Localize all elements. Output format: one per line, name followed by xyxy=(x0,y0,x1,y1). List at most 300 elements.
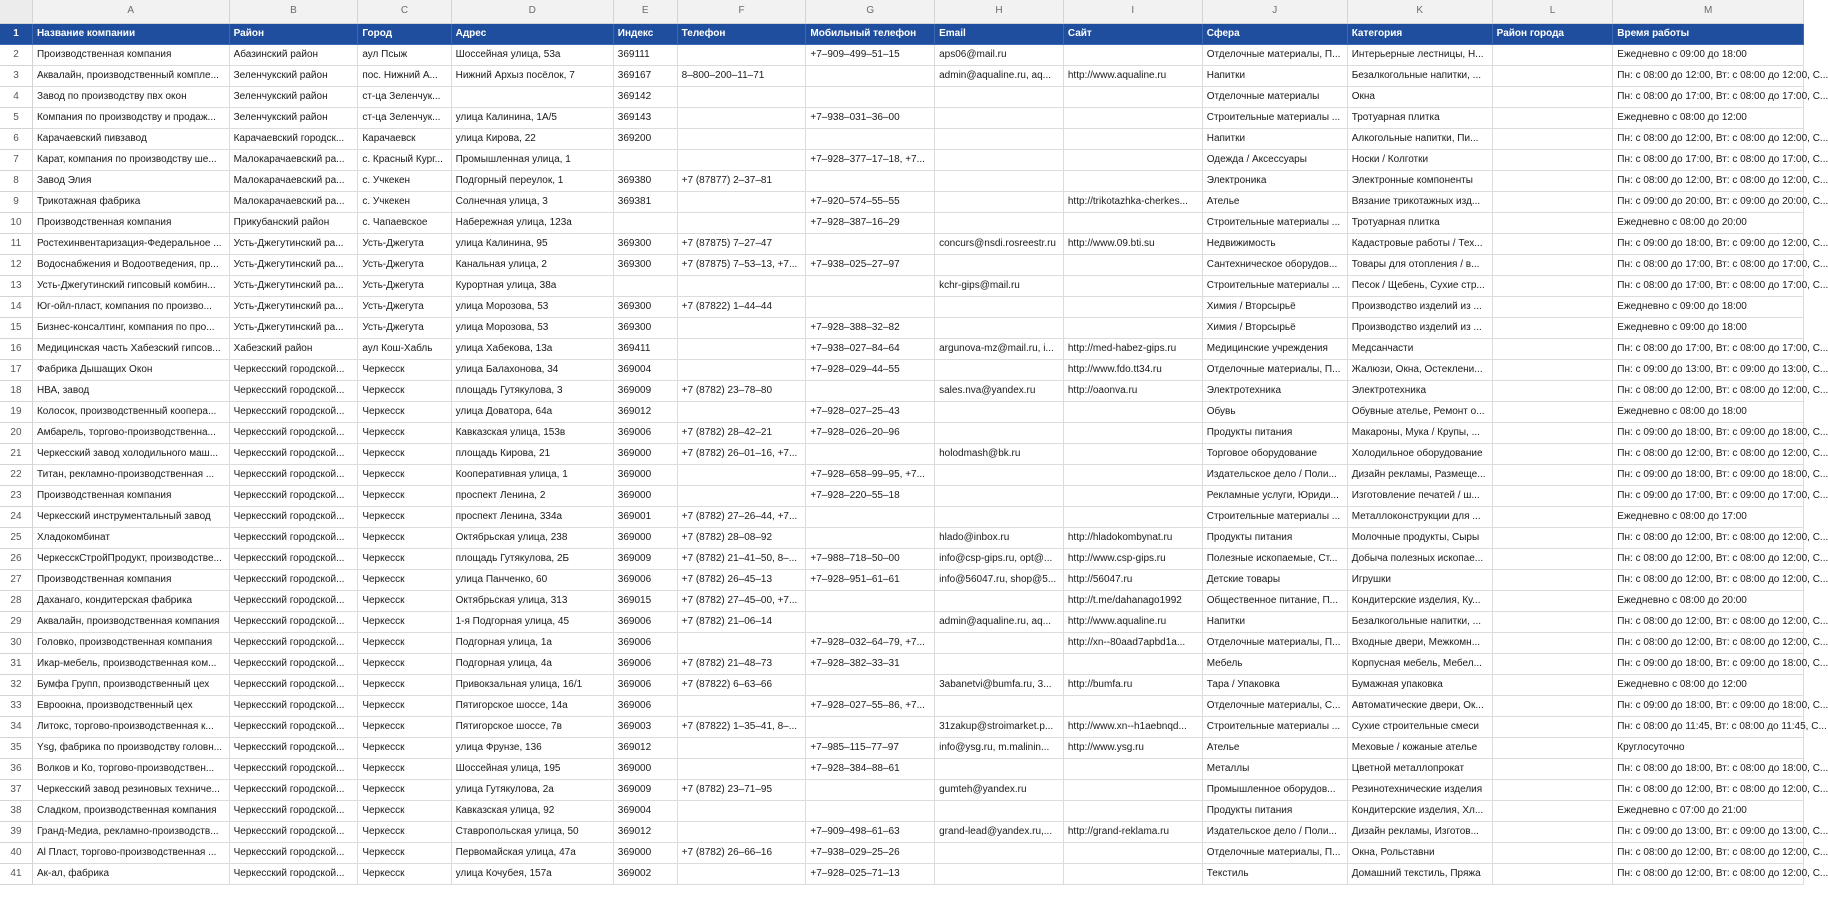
table-cell[interactable]: +7‒928‒382‒33‒31 xyxy=(806,653,935,674)
table-cell[interactable]: Корпусная мебель, Мебел... xyxy=(1347,653,1492,674)
table-cell[interactable] xyxy=(1063,44,1202,65)
table-cell[interactable]: Кавказская улица, 153в xyxy=(451,422,613,443)
table-cell[interactable]: Пн: с 09:00 до 20:00, Вт: с 09:00 до 20:00, С... xyxy=(1613,191,1804,212)
table-cell[interactable]: Строительные материалы ... xyxy=(1202,275,1347,296)
row-number[interactable]: 3 xyxy=(0,65,32,86)
table-cell[interactable]: http://www.csp-gips.ru xyxy=(1063,548,1202,569)
table-cell[interactable]: Недвижимость xyxy=(1202,233,1347,254)
table-cell[interactable]: Пн: с 09:00 до 13:00, Вт: с 09:00 до 13:00, С... xyxy=(1613,821,1804,842)
table-cell[interactable]: Цветной металлопрокат xyxy=(1347,758,1492,779)
table-cell[interactable]: Жалюзи, Окна, Остеклени... xyxy=(1347,359,1492,380)
table-cell[interactable]: Пн: с 08:00 до 11:45, Вт: с 08:00 до 11:45, С... xyxy=(1613,716,1804,737)
table-cell[interactable] xyxy=(1063,758,1202,779)
table-cell[interactable]: Пятигорское шоссе, 14а xyxy=(451,695,613,716)
table-cell[interactable]: Карачаевский пивзавод xyxy=(32,128,229,149)
table-cell[interactable]: Добыча полезных ископае... xyxy=(1347,548,1492,569)
table-cell[interactable]: Черкесск xyxy=(358,674,451,695)
table-cell[interactable]: Привокзальная улица, 16/1 xyxy=(451,674,613,695)
table-cell[interactable]: Ysg, фабрика по производству головн... xyxy=(32,737,229,758)
table-cell[interactable] xyxy=(935,506,1064,527)
table-cell[interactable]: Прикубанский район xyxy=(229,212,358,233)
table-cell[interactable]: Химия / Вторсырьё xyxy=(1202,317,1347,338)
table-cell[interactable]: Головко, производственная компания xyxy=(32,632,229,653)
table-cell[interactable]: http://56047.ru xyxy=(1063,569,1202,590)
table-cell[interactable]: 369000 xyxy=(613,758,677,779)
table-cell[interactable]: с. Учкекен xyxy=(358,191,451,212)
table-cell[interactable]: улица Морозова, 53 xyxy=(451,296,613,317)
table-cell[interactable]: Черкесский городской... xyxy=(229,800,358,821)
table-cell[interactable] xyxy=(1063,422,1202,443)
table-cell[interactable]: argunova-mz@mail.ru, i... xyxy=(935,338,1064,359)
table-cell[interactable]: Пн: с 08:00 до 17:00, Вт: с 08:00 до 17:00, С... xyxy=(1613,86,1804,107)
table-cell[interactable]: Литокс, торгово-производственная к... xyxy=(32,716,229,737)
table-cell[interactable]: Ак-ал, фабрика xyxy=(32,863,229,884)
table-cell[interactable]: Производственная компания xyxy=(32,212,229,233)
column-header-a[interactable]: A xyxy=(32,0,229,23)
table-cell[interactable]: улица Калинина, 95 xyxy=(451,233,613,254)
table-cell[interactable]: http://oaonva.ru xyxy=(1063,380,1202,401)
table-cell[interactable]: Черкесский городской... xyxy=(229,695,358,716)
table-cell[interactable]: Октябрьская улица, 238 xyxy=(451,527,613,548)
header-cell[interactable]: Район xyxy=(229,23,358,44)
table-cell[interactable]: Электроника xyxy=(1202,170,1347,191)
table-cell[interactable] xyxy=(1063,212,1202,233)
table-cell[interactable]: Дизайн рекламы, Размеще... xyxy=(1347,464,1492,485)
table-cell[interactable] xyxy=(677,821,806,842)
table-cell[interactable]: Хабезский район xyxy=(229,338,358,359)
table-cell[interactable]: 369002 xyxy=(613,863,677,884)
table-cell[interactable] xyxy=(677,86,806,107)
table-cell[interactable]: Ежедневно с 09:00 до 18:00 xyxy=(1613,44,1804,65)
table-cell[interactable]: Пн: с 09:00 до 18:00, Вт: с 09:00 до 18:00, С... xyxy=(1613,422,1804,443)
table-cell[interactable]: Дизайн рекламы, Изготов... xyxy=(1347,821,1492,842)
table-cell[interactable]: площадь Кирова, 21 xyxy=(451,443,613,464)
table-cell[interactable]: Продукты питания xyxy=(1202,422,1347,443)
table-cell[interactable] xyxy=(677,464,806,485)
header-cell[interactable]: Название компании xyxy=(32,23,229,44)
table-cell[interactable] xyxy=(1492,401,1613,422)
table-cell[interactable] xyxy=(1063,779,1202,800)
header-cell[interactable]: Город xyxy=(358,23,451,44)
table-cell[interactable]: Ежедневно с 08:00 до 20:00 xyxy=(1613,212,1804,233)
table-cell[interactable] xyxy=(1492,863,1613,884)
table-cell[interactable]: info@ysg.ru, m.malinin... xyxy=(935,737,1064,758)
table-cell[interactable]: +7‒928‒027‒55‒86, +7... xyxy=(806,695,935,716)
table-cell[interactable]: пос. Нижний А... xyxy=(358,65,451,86)
table-cell[interactable]: +7‒928‒388‒32‒82 xyxy=(806,317,935,338)
table-cell[interactable]: Ежедневно с 07:00 до 21:00 xyxy=(1613,800,1804,821)
table-cell[interactable] xyxy=(1492,317,1613,338)
table-cell[interactable] xyxy=(935,422,1064,443)
table-cell[interactable] xyxy=(1492,212,1613,233)
table-cell[interactable] xyxy=(935,842,1064,863)
table-cell[interactable] xyxy=(806,674,935,695)
table-cell[interactable]: Игрушки xyxy=(1347,569,1492,590)
row-number[interactable]: 21 xyxy=(0,443,32,464)
table-cell[interactable]: Пн: с 09:00 до 17:00, Вт: с 09:00 до 17:00, С... xyxy=(1613,485,1804,506)
table-cell[interactable]: Карачаевский городск... xyxy=(229,128,358,149)
table-cell[interactable]: Сантехническое оборудов... xyxy=(1202,254,1347,275)
table-cell[interactable] xyxy=(935,191,1064,212)
table-cell[interactable]: с. Чапаевское xyxy=(358,212,451,233)
row-number[interactable]: 37 xyxy=(0,779,32,800)
table-cell[interactable]: Черкесский городской... xyxy=(229,464,358,485)
table-cell[interactable]: Карачаевск xyxy=(358,128,451,149)
table-cell[interactable]: Носки / Колготки xyxy=(1347,149,1492,170)
header-cell[interactable]: Время работы xyxy=(1613,23,1804,44)
table-cell[interactable]: улица Гутякулова, 2а xyxy=(451,779,613,800)
table-cell[interactable]: Отделочные материалы, П... xyxy=(1202,842,1347,863)
table-cell[interactable]: Черкесск xyxy=(358,632,451,653)
table-cell[interactable]: Бизнес-консалтинг, компания по про... xyxy=(32,317,229,338)
row-number[interactable]: 11 xyxy=(0,233,32,254)
table-cell[interactable]: Черкесск xyxy=(358,569,451,590)
table-cell[interactable]: Товары для отопления / в... xyxy=(1347,254,1492,275)
table-cell[interactable]: 8‒800‒200‒11‒71 xyxy=(677,65,806,86)
table-cell[interactable]: улица Панченко, 60 xyxy=(451,569,613,590)
row-number[interactable]: 29 xyxy=(0,611,32,632)
table-cell[interactable]: Производственная компания xyxy=(32,44,229,65)
column-header-l[interactable]: L xyxy=(1492,0,1613,23)
table-cell[interactable] xyxy=(677,863,806,884)
table-cell[interactable]: 369004 xyxy=(613,800,677,821)
table-cell[interactable]: улица Доватора, 64а xyxy=(451,401,613,422)
table-cell[interactable] xyxy=(1063,506,1202,527)
row-number[interactable]: 23 xyxy=(0,485,32,506)
table-cell[interactable]: Резинотехнические изделия xyxy=(1347,779,1492,800)
table-cell[interactable]: 369381 xyxy=(613,191,677,212)
table-cell[interactable]: +7 (8782) 23‒71‒95 xyxy=(677,779,806,800)
table-cell[interactable] xyxy=(1063,401,1202,422)
row-number[interactable]: 15 xyxy=(0,317,32,338)
table-cell[interactable]: Ежедневно с 09:00 до 18:00 xyxy=(1613,296,1804,317)
table-cell[interactable]: 369009 xyxy=(613,380,677,401)
table-cell[interactable]: 369000 xyxy=(613,527,677,548)
header-cell[interactable]: Сфера xyxy=(1202,23,1347,44)
table-cell[interactable]: Черкесск xyxy=(358,737,451,758)
column-header-j[interactable]: J xyxy=(1202,0,1347,23)
table-cell[interactable]: 369006 xyxy=(613,569,677,590)
row-number[interactable]: 9 xyxy=(0,191,32,212)
table-cell[interactable] xyxy=(935,317,1064,338)
table-cell[interactable]: 369012 xyxy=(613,737,677,758)
table-cell[interactable]: Трикотажная фабрика xyxy=(32,191,229,212)
table-cell[interactable] xyxy=(806,443,935,464)
table-cell[interactable]: grand-lead@yandex.ru,... xyxy=(935,821,1064,842)
table-cell[interactable] xyxy=(1492,128,1613,149)
table-cell[interactable]: +7 (8782) 28‒42‒21 xyxy=(677,422,806,443)
table-cell[interactable]: Электронные компоненты xyxy=(1347,170,1492,191)
table-cell[interactable]: Черкесский городской... xyxy=(229,422,358,443)
row-number[interactable]: 14 xyxy=(0,296,32,317)
table-cell[interactable]: Черкесский городской... xyxy=(229,611,358,632)
table-cell[interactable] xyxy=(1492,191,1613,212)
table-cell[interactable] xyxy=(1492,170,1613,191)
table-cell[interactable]: Ставропольская улица, 50 xyxy=(451,821,613,842)
table-cell[interactable]: Электротехника xyxy=(1347,380,1492,401)
table-cell[interactable]: 369009 xyxy=(613,779,677,800)
table-cell[interactable] xyxy=(1492,758,1613,779)
row-number[interactable]: 2 xyxy=(0,44,32,65)
table-cell[interactable] xyxy=(1492,695,1613,716)
table-cell[interactable]: +7 (8782) 21‒41‒50, 8‒... xyxy=(677,548,806,569)
table-cell[interactable]: +7 (8782) 26‒01‒16, +7... xyxy=(677,443,806,464)
table-cell[interactable] xyxy=(1492,338,1613,359)
table-cell[interactable]: Черкесск xyxy=(358,443,451,464)
table-cell[interactable]: +7‒928‒026‒20‒96 xyxy=(806,422,935,443)
table-cell[interactable]: Черкесский городской... xyxy=(229,737,358,758)
row-number[interactable]: 20 xyxy=(0,422,32,443)
table-cell[interactable]: Напитки xyxy=(1202,65,1347,86)
table-cell[interactable]: Черкесск xyxy=(358,464,451,485)
table-cell[interactable]: Черкесск xyxy=(358,863,451,884)
table-cell[interactable] xyxy=(935,695,1064,716)
table-cell[interactable] xyxy=(935,170,1064,191)
table-cell[interactable] xyxy=(935,464,1064,485)
table-cell[interactable]: Октябрьская улица, 313 xyxy=(451,590,613,611)
table-cell[interactable]: Усть-Джегута xyxy=(358,296,451,317)
table-cell[interactable]: Полезные ископаемые, Ст... xyxy=(1202,548,1347,569)
table-cell[interactable]: Безалкогольные напитки, ... xyxy=(1347,65,1492,86)
table-cell[interactable]: http://xn--80aad7apbd1a... xyxy=(1063,632,1202,653)
table-cell[interactable]: Производственная компания xyxy=(32,485,229,506)
table-cell[interactable]: Аквалайн, производственный компле... xyxy=(32,65,229,86)
row-number[interactable]: 17 xyxy=(0,359,32,380)
table-cell[interactable]: Черкесск xyxy=(358,506,451,527)
table-cell[interactable]: Меховые / кожаные ателье xyxy=(1347,737,1492,758)
table-cell[interactable] xyxy=(1063,800,1202,821)
table-cell[interactable]: Пн: с 08:00 до 12:00, Вт: с 08:00 до 12:00, С... xyxy=(1613,779,1804,800)
table-cell[interactable]: http://bumfa.ru xyxy=(1063,674,1202,695)
table-cell[interactable]: Ростехинвентаризация-Федеральное ... xyxy=(32,233,229,254)
table-cell[interactable]: Евроокна, производственный цех xyxy=(32,695,229,716)
table-cell[interactable]: Отделочные материалы xyxy=(1202,86,1347,107)
table-cell[interactable]: +7‒938‒027‒84‒64 xyxy=(806,338,935,359)
table-cell[interactable]: http://med-habez-gips.ru xyxy=(1063,338,1202,359)
table-cell[interactable]: 369411 xyxy=(613,338,677,359)
select-all-corner[interactable] xyxy=(0,0,32,23)
table-cell[interactable]: Пн: с 08:00 до 12:00, Вт: с 08:00 до 12:00, С... xyxy=(1613,863,1804,884)
table-cell[interactable]: Бумажная упаковка xyxy=(1347,674,1492,695)
table-cell[interactable]: 369000 xyxy=(613,464,677,485)
table-cell[interactable] xyxy=(1063,863,1202,884)
table-cell[interactable] xyxy=(677,359,806,380)
table-cell[interactable]: Пн: с 09:00 до 18:00, Вт: с 09:00 до 18:00, С... xyxy=(1613,653,1804,674)
table-cell[interactable]: Черкесский городской... xyxy=(229,485,358,506)
table-cell[interactable]: Набережная улица, 123а xyxy=(451,212,613,233)
row-number[interactable]: 35 xyxy=(0,737,32,758)
table-cell[interactable]: Круглосуточно xyxy=(1613,737,1804,758)
table-cell[interactable]: Даханаго, кондитерская фабрика xyxy=(32,590,229,611)
table-cell[interactable] xyxy=(1492,653,1613,674)
table-cell[interactable]: 369000 xyxy=(613,842,677,863)
table-cell[interactable]: Титан, рекламно-производственная ... xyxy=(32,464,229,485)
table-cell[interactable]: Мебель xyxy=(1202,653,1347,674)
table-cell[interactable]: +7‒928‒951‒61‒61 xyxy=(806,569,935,590)
table-cell[interactable]: Ателье xyxy=(1202,191,1347,212)
table-cell[interactable] xyxy=(1492,779,1613,800)
table-cell[interactable]: 369004 xyxy=(613,359,677,380)
table-cell[interactable] xyxy=(613,212,677,233)
column-header-g[interactable]: G xyxy=(806,0,935,23)
table-cell[interactable] xyxy=(1063,275,1202,296)
table-cell[interactable]: Черкесск xyxy=(358,380,451,401)
table-cell[interactable] xyxy=(1492,821,1613,842)
table-cell[interactable]: +7 (87822) 1‒35‒41, 8‒... xyxy=(677,716,806,737)
table-cell[interactable] xyxy=(935,296,1064,317)
table-cell[interactable]: Пн: с 08:00 до 17:00, Вт: с 08:00 до 17:00, С... xyxy=(1613,275,1804,296)
table-cell[interactable] xyxy=(935,254,1064,275)
table-cell[interactable]: Черкесский завод холодильного маш... xyxy=(32,443,229,464)
table-cell[interactable]: Черкесск xyxy=(358,485,451,506)
table-cell[interactable]: +7‒928‒384‒88‒61 xyxy=(806,758,935,779)
table-cell[interactable]: Ежедневно с 08:00 до 12:00 xyxy=(1613,107,1804,128)
table-cell[interactable]: Усть-Джегутинский гипсовый комбин... xyxy=(32,275,229,296)
table-cell[interactable]: http://www.xn--h1aebnqd... xyxy=(1063,716,1202,737)
table-cell[interactable]: Усть-Джегутинский ра... xyxy=(229,275,358,296)
table-cell[interactable] xyxy=(1492,842,1613,863)
table-cell[interactable]: concurs@nsdi.rosreestr.ru xyxy=(935,233,1064,254)
table-cell[interactable] xyxy=(1492,632,1613,653)
table-cell[interactable]: площадь Гутякулова, 2Б xyxy=(451,548,613,569)
table-cell[interactable] xyxy=(1063,107,1202,128)
column-header-f[interactable]: F xyxy=(677,0,806,23)
table-cell[interactable]: +7‒928‒029‒44‒55 xyxy=(806,359,935,380)
table-cell[interactable]: Усть-Джегутинский ра... xyxy=(229,233,358,254)
column-header-m[interactable]: M xyxy=(1613,0,1804,23)
table-cell[interactable]: 369300 xyxy=(613,317,677,338)
table-cell[interactable]: Черкесский городской... xyxy=(229,716,358,737)
table-cell[interactable]: Кооперативная улица, 1 xyxy=(451,464,613,485)
table-cell[interactable]: Усть-Джегута xyxy=(358,275,451,296)
table-cell[interactable] xyxy=(1492,86,1613,107)
table-cell[interactable] xyxy=(806,590,935,611)
table-cell[interactable]: Пн: с 08:00 до 17:00, Вт: с 08:00 до 17:00, С... xyxy=(1613,254,1804,275)
row-number[interactable]: 41 xyxy=(0,863,32,884)
table-cell[interactable]: Канальная улица, 2 xyxy=(451,254,613,275)
table-cell[interactable] xyxy=(613,275,677,296)
table-cell[interactable] xyxy=(806,233,935,254)
table-cell[interactable]: Пн: с 08:00 до 12:00, Вт: с 08:00 до 12:00, С... xyxy=(1613,65,1804,86)
table-cell[interactable] xyxy=(1492,800,1613,821)
row-number[interactable]: 32 xyxy=(0,674,32,695)
table-cell[interactable]: Черкесский городской... xyxy=(229,443,358,464)
table-cell[interactable]: +7‒928‒658‒99‒95, +7... xyxy=(806,464,935,485)
table-cell[interactable] xyxy=(677,695,806,716)
table-cell[interactable] xyxy=(677,191,806,212)
header-cell[interactable]: Email xyxy=(935,23,1064,44)
table-cell[interactable]: Черкесский городской... xyxy=(229,863,358,884)
table-cell[interactable]: Черкесский городской... xyxy=(229,653,358,674)
row-number[interactable]: 40 xyxy=(0,842,32,863)
table-cell[interactable] xyxy=(935,212,1064,233)
table-cell[interactable]: Промышленная улица, 1 xyxy=(451,149,613,170)
row-number[interactable]: 5 xyxy=(0,107,32,128)
table-cell[interactable]: улица Кочубея, 157а xyxy=(451,863,613,884)
table-cell[interactable]: http://hladokombynat.ru xyxy=(1063,527,1202,548)
table-cell[interactable]: +7 (8782) 27‒45‒00, +7... xyxy=(677,590,806,611)
table-cell[interactable]: Одежда / Аксессуары xyxy=(1202,149,1347,170)
table-cell[interactable]: Ежедневно с 08:00 до 18:00 xyxy=(1613,401,1804,422)
table-cell[interactable]: улица Фрунзе, 136 xyxy=(451,737,613,758)
table-cell[interactable] xyxy=(935,863,1064,884)
table-cell[interactable] xyxy=(1492,590,1613,611)
table-cell[interactable]: НВА, завод xyxy=(32,380,229,401)
table-cell[interactable]: Черкесский городской... xyxy=(229,821,358,842)
table-cell[interactable]: Завод Элия xyxy=(32,170,229,191)
table-cell[interactable] xyxy=(806,170,935,191)
table-cell[interactable]: Черкесск xyxy=(358,590,451,611)
row-number[interactable]: 1 xyxy=(0,23,32,44)
table-cell[interactable]: Пн: с 08:00 до 12:00, Вт: с 08:00 до 12:00, С... xyxy=(1613,548,1804,569)
table-cell[interactable]: http://www.aqualine.ru xyxy=(1063,611,1202,632)
table-cell[interactable] xyxy=(1063,485,1202,506)
table-cell[interactable]: Отделочные материалы, П... xyxy=(1202,632,1347,653)
table-cell[interactable]: +7 (8782) 23‒78‒80 xyxy=(677,380,806,401)
table-cell[interactable]: Макароны, Мука / Крупы, ... xyxy=(1347,422,1492,443)
table-cell[interactable]: Пн: с 09:00 до 18:00, Вт: с 09:00 до 18:00, С... xyxy=(1613,464,1804,485)
table-cell[interactable] xyxy=(935,485,1064,506)
table-cell[interactable]: Черкесский городской... xyxy=(229,569,358,590)
table-cell[interactable]: +7‒985‒115‒77‒97 xyxy=(806,737,935,758)
table-cell[interactable]: Пн: с 09:00 до 18:00, Вт: с 09:00 до 18:00, С... xyxy=(1613,695,1804,716)
table-cell[interactable]: Алкогольные напитки, Пи... xyxy=(1347,128,1492,149)
table-cell[interactable]: Черкесск xyxy=(358,401,451,422)
table-cell[interactable]: Черкесск xyxy=(358,758,451,779)
table-cell[interactable] xyxy=(1063,443,1202,464)
table-cell[interactable]: gumteh@yandex.ru xyxy=(935,779,1064,800)
table-cell[interactable]: Молочные продукты, Сыры xyxy=(1347,527,1492,548)
table-cell[interactable]: Ежедневно с 09:00 до 18:00 xyxy=(1613,317,1804,338)
table-cell[interactable]: Хладокомбинат xyxy=(32,527,229,548)
table-cell[interactable]: Сладком, производственная компания xyxy=(32,800,229,821)
table-cell[interactable] xyxy=(1492,233,1613,254)
table-cell[interactable]: +7‒988‒718‒50‒00 xyxy=(806,548,935,569)
table-cell[interactable]: Усть-Джегутинский ра... xyxy=(229,296,358,317)
table-cell[interactable] xyxy=(806,779,935,800)
table-cell[interactable]: Курортная улица, 38а xyxy=(451,275,613,296)
table-cell[interactable]: Пн: с 09:00 до 18:00, Вт: с 09:00 до 12:00, С... xyxy=(1613,233,1804,254)
table-cell[interactable]: Нижний Архыз посёлок, 7 xyxy=(451,65,613,86)
table-cell[interactable]: admin@aqualine.ru, aq... xyxy=(935,611,1064,632)
table-cell[interactable]: 369000 xyxy=(613,443,677,464)
table-cell[interactable]: +7‒928‒032‒64‒79, +7... xyxy=(806,632,935,653)
table-cell[interactable] xyxy=(935,758,1064,779)
table-cell[interactable]: 369300 xyxy=(613,254,677,275)
table-cell[interactable]: Издательское дело / Поли... xyxy=(1202,464,1347,485)
table-cell[interactable]: Производство изделий из ... xyxy=(1347,296,1492,317)
table-cell[interactable]: http://www.aqualine.ru xyxy=(1063,65,1202,86)
table-cell[interactable] xyxy=(806,65,935,86)
table-cell[interactable] xyxy=(1492,464,1613,485)
table-cell[interactable]: Песок / Щебень, Сухие стр... xyxy=(1347,275,1492,296)
table-cell[interactable]: Торговое оборудование xyxy=(1202,443,1347,464)
table-cell[interactable] xyxy=(935,590,1064,611)
table-cell[interactable]: Ежедневно с 08:00 до 17:00 xyxy=(1613,506,1804,527)
table-cell[interactable]: Промышленное оборудов... xyxy=(1202,779,1347,800)
table-cell[interactable]: Безалкогольные напитки, ... xyxy=(1347,611,1492,632)
table-cell[interactable]: Черкесский городской... xyxy=(229,842,358,863)
table-cell[interactable]: Усть-Джегутинский ра... xyxy=(229,254,358,275)
table-cell[interactable]: Подгорный переулок, 1 xyxy=(451,170,613,191)
header-cell[interactable]: Сайт xyxy=(1063,23,1202,44)
table-cell[interactable]: http://www.09.bti.su xyxy=(1063,233,1202,254)
table-cell[interactable]: Первомайская улица, 47а xyxy=(451,842,613,863)
table-cell[interactable]: с. Учкекен xyxy=(358,170,451,191)
table-cell[interactable]: Черкесск xyxy=(358,527,451,548)
table-cell[interactable]: http://trikotazhka-cherkes... xyxy=(1063,191,1202,212)
table-cell[interactable]: Пн: с 08:00 до 12:00, Вт: с 08:00 до 12:00, С... xyxy=(1613,128,1804,149)
